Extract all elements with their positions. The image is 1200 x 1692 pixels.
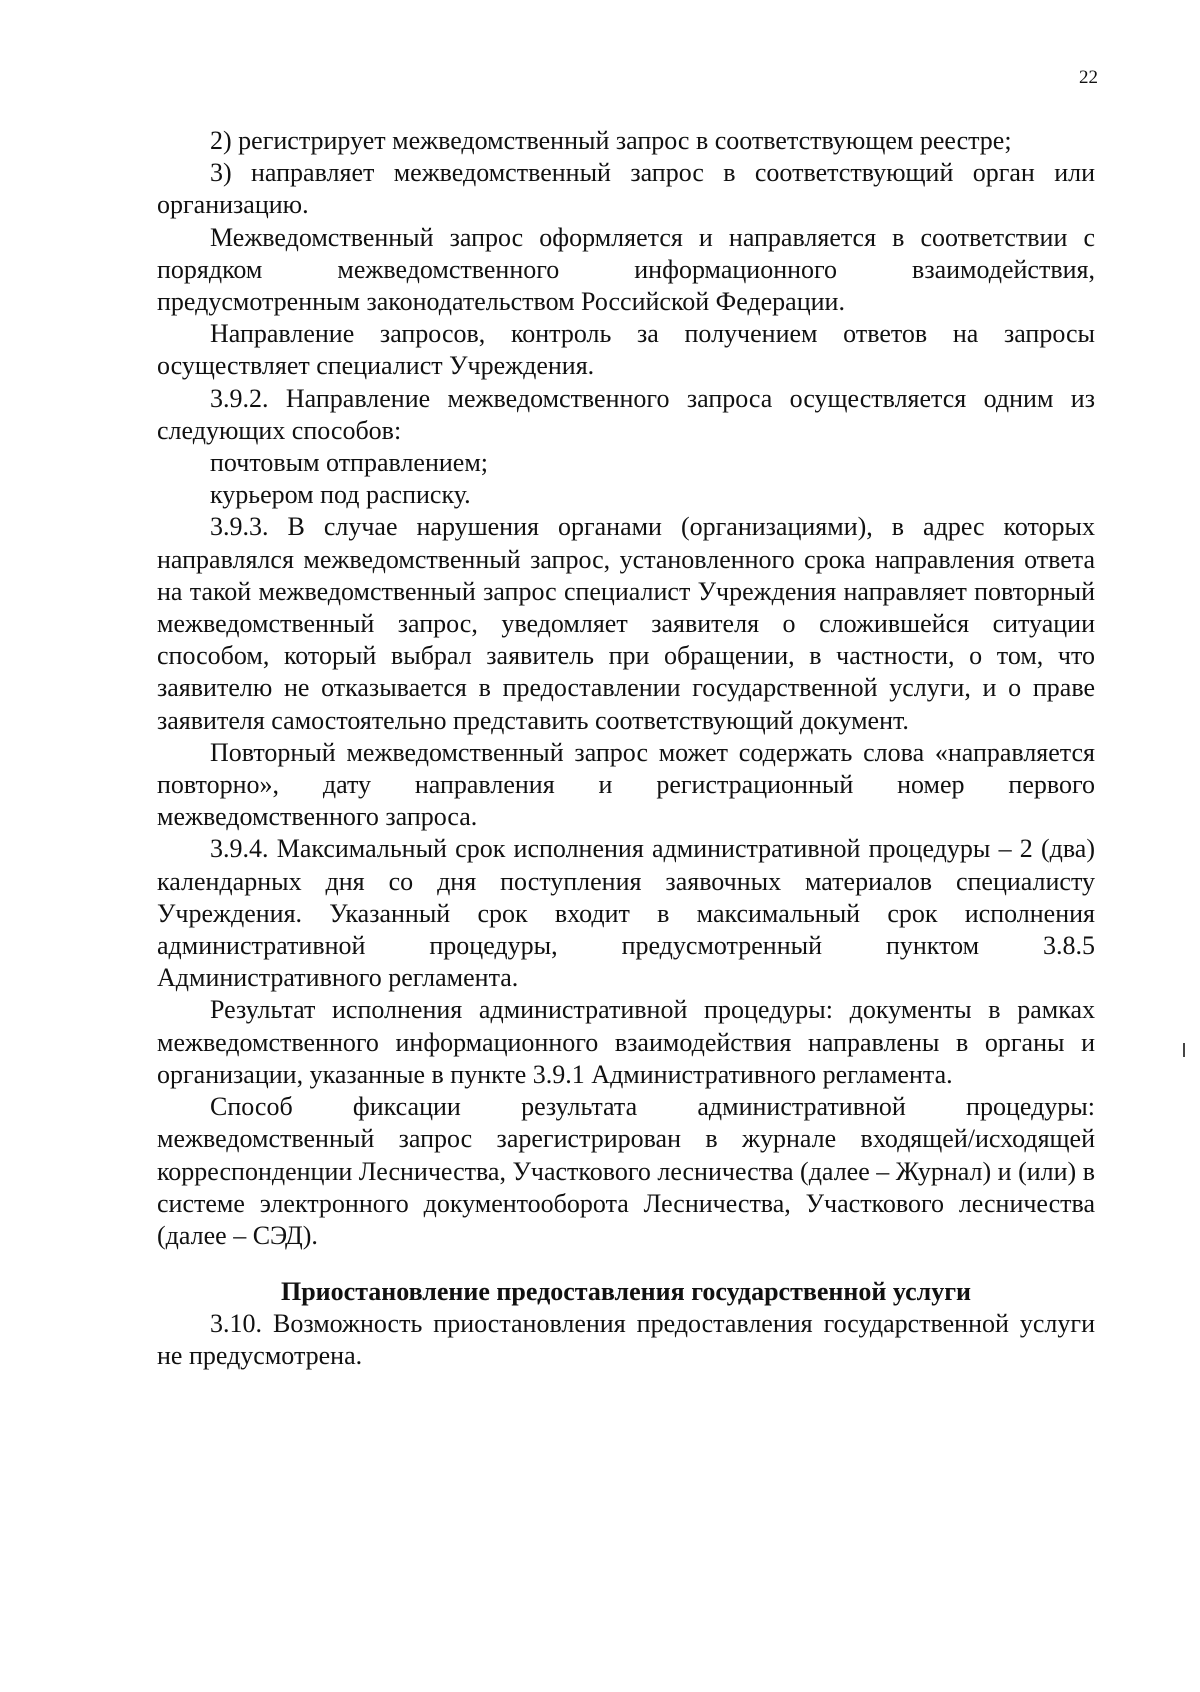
paragraph-method-courier: курьером под расписку. [210, 480, 471, 510]
paragraph-3-9-2: 3.9.2. Направление межведомственного запроса осуществляется одним из следующих способов: [157, 383, 1095, 445]
paragraph-item-3-send: 3) направляет межведомственный запрос в соответствующий орган или организацию. [157, 158, 1095, 220]
document-body [157, 125, 1095, 1373]
paragraph-repeat-request: Повторный межведомственный запрос может содержать слова «направляется повторно», дату направления и регистрационный номер первого межведомственного запроса. [157, 737, 1095, 832]
section-spacer [157, 1252, 1095, 1276]
scan-mark [1183, 1043, 1185, 1057]
paragraph-request-control: Направление запросов, контроль за получением ответов на запросы осуществляет специалист Учреждения. [157, 319, 1095, 381]
paragraph-3-9-3: 3.9.3. В случае нарушения органами (организациями), в адрес которых направлялся межведомственный запрос, установленного срока направления ответа на такой межведомственный запрос специалист Учреждения направляет повторный межведомственный запрос, уведомляет заявителя о сложившейся ситуации способом, который выбрал заявитель при обращении, в частности, о том, что заявителю не отказывается в предоставлении государственной услуги, и о праве заявителя самостоятельно представить соответствующий документ. [157, 512, 1095, 735]
paragraph-3-9-4: 3.9.4. Максимальный срок исполнения административной процедуры – 2 (два) календарных дня со дня поступления заявочных материалов специалисту Учреждения. Указанный срок входит в максимальный срок исполнения административной процедуры, предусмотренный пунктом 3.8.5 Административного регламента. [157, 834, 1095, 993]
paragraph-3-10: 3.10. Возможность приостановления предоставления государственной услуги не предусмотрена. [157, 1309, 1095, 1371]
section-heading: Приостановление предоставления государственной услуги [280, 1277, 971, 1307]
paragraph-result-fixation: Способ фиксации результата административной процедуры: межведомственный запрос зарегистрирован в журнале входящей/исходящей корреспонденции Лесничества, Участкового лесничества (далее – Журнал) и (или) в системе электронного документооборота Лесничества, Участкового лесничества (далее – СЭД). [157, 1092, 1095, 1250]
paragraph-item-2-register: 2) регистрирует межведомственный запрос в соответствующем реестре; [210, 126, 1012, 155]
page-number: 22 [1079, 67, 1098, 88]
paragraph-procedure-result: Результат исполнения административной процедуры: документы в рамках межведомственного информационного взаимодействия направлены в органы и организации, указанные в пункте 3.9.1 Административного регламента. [157, 995, 1095, 1089]
paragraph-request-procedure: Межведомственный запрос оформляется и направляется в соответствии с порядком межведомственного информационного взаимодействия, предусмотренным законодательством Российской Федерации. [157, 222, 1095, 317]
paragraph-method-post: почтовым отправлением; [210, 448, 489, 478]
